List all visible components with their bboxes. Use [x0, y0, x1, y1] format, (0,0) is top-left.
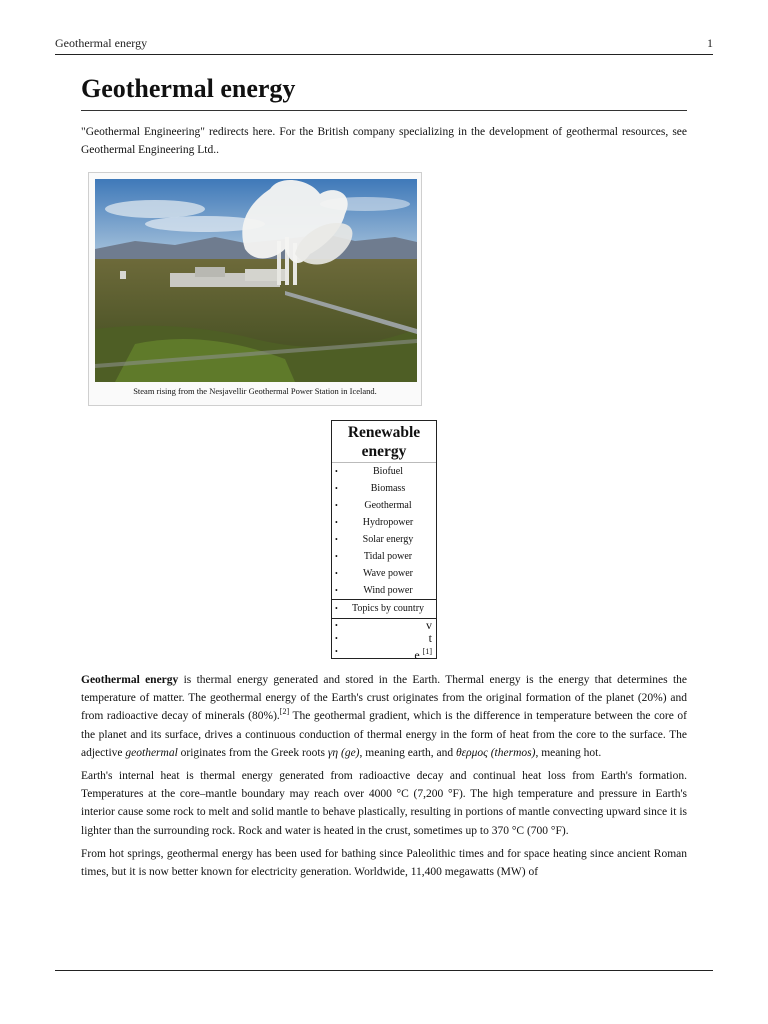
text-segment: , meaning earth, and: [359, 746, 456, 759]
reference-link[interactable]: [2]: [279, 707, 290, 717]
paragraph-internal-heat: Earth's internal heat is thermal energy generated from radioactive decay and continual heat loss from Earth's formation. Temperatures at the core–mantle boundary may reach over 4000 °C (7,200 °F). The high temperature and pressure in Earth's interior cause some rock to melt and solid mantle to behave plastically, resulting in portions of mantle convecting upward since it is lighter than the surrounding rock. Rock and water is heated in the crust, sometimes up to 370 °C (700 °F).: [81, 770, 687, 837]
power-station-photo[interactable]: [95, 179, 417, 382]
navbox-country-list: [332, 599, 436, 619]
text-segment: originates from the Greek roots: [177, 746, 328, 759]
navbox-talk-link[interactable]: • t: [332, 632, 436, 645]
bold-term: Geothermal energy: [81, 674, 179, 686]
figure-caption: Steam rising from the Nesjavellir Geothermal Power Station in Iceland.: [133, 386, 377, 396]
navbox-list: [332, 463, 436, 599]
text-segment: is thermal energy generated and stored in the Earth. Thermal energy is the energy that determines the temperature of matter. The geothermal energy of the Earth's crust originates from the original formation of the planet (20%) and from radioactive decay of minerals (80%).: [81, 674, 687, 723]
italic-greek-ge: γη (ge): [327, 746, 360, 759]
navbox-item-geothermal[interactable]: • Geothermal: [332, 497, 436, 514]
navbox-edit-label[interactable]: e: [414, 648, 420, 662]
navbox-item-biofuel[interactable]: • Biofuel: [332, 463, 436, 480]
navbox-item-topics-by-country[interactable]: • Topics by country: [332, 600, 436, 618]
navbox-vte: [332, 618, 436, 662]
page-number: 1: [707, 36, 713, 50]
paragraph-intro: [81, 671, 687, 762]
navbox-title: Renewable energy: [332, 421, 436, 463]
article-content: [81, 70, 687, 881]
navbox-item-hydropower[interactable]: • Hydropower: [332, 514, 436, 531]
navbox-reference[interactable]: [1]: [422, 647, 432, 656]
text-segment: , meaning hot.: [535, 746, 602, 759]
navbox-item-tidal-power[interactable]: • Tidal power: [332, 548, 436, 565]
text-segment: The geothermal gradient, which is the difference in temperature between the core of the planet and its surface, drives a continuous conduction of thermal energy in the form of heat from the core to the surface. The adjective: [81, 710, 687, 759]
navbox-item-biomass[interactable]: • Biomass: [332, 480, 436, 497]
hatnote: "Geothermal Engineering" redirects here. For the British company specializing in the development of geothermal resources, see Geothermal Engineering Ltd..: [81, 126, 687, 156]
page-title: Geothermal energy: [81, 70, 687, 111]
italic-term: geothermal: [125, 746, 178, 759]
navbox-view-link[interactable]: • v: [332, 619, 436, 632]
running-header-title: Geothermal energy: [55, 36, 148, 50]
navbox-item-wind-power[interactable]: • Wind power: [332, 582, 436, 599]
paragraph-history: From hot springs, geothermal energy has been used for bathing since Paleolithic times and for space heating since ancient Roman times, but it is now better known for electricity generation. Worldwide, 11,400 megawatts (MW) of: [81, 847, 687, 879]
footer-rule: [55, 970, 713, 971]
running-header: [55, 36, 713, 55]
renewable-energy-navbox: [331, 420, 437, 662]
navbox-edit-link: [332, 645, 436, 662]
italic-greek-thermos: θερμος (thermos): [455, 746, 536, 759]
figure: [88, 172, 422, 406]
navbox-item-solar-energy[interactable]: • Solar energy: [332, 531, 436, 548]
navbox-item-wave-power[interactable]: • Wave power: [332, 565, 436, 582]
